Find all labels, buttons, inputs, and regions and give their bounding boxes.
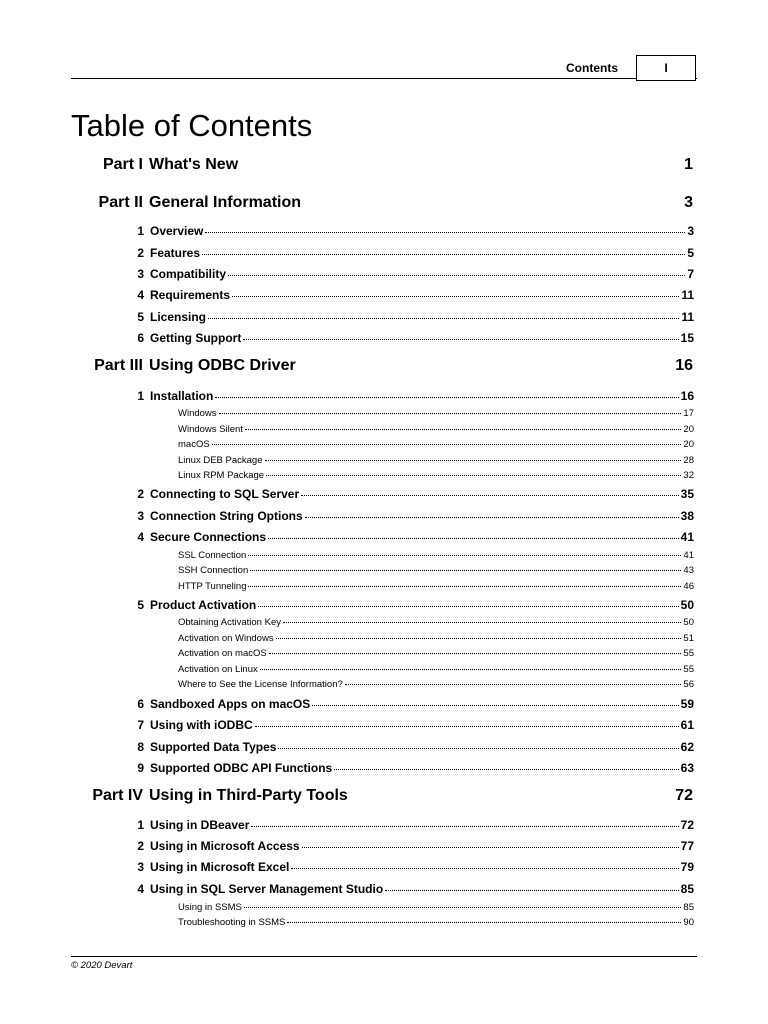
chapter-title: Connection String Options: [150, 509, 303, 523]
chapter-number: 3: [137, 860, 144, 874]
chapter-title: Features: [150, 246, 201, 260]
toc-topic-entry[interactable]: [178, 408, 694, 419]
dot-leader: [251, 826, 678, 827]
page-title: Table of Contents: [71, 108, 313, 143]
part-number: Part II: [98, 194, 143, 211]
chapter-number: 7: [137, 718, 144, 732]
header-title: Contents: [566, 61, 618, 75]
part-number: Part IV: [92, 787, 143, 804]
topic-page: 55: [683, 664, 694, 675]
toc-topic-entry[interactable]: [178, 439, 694, 450]
toc-chapter-entry[interactable]: [100, 761, 694, 775]
dot-leader: [248, 555, 681, 556]
topic-title: Linux RPM Package: [178, 470, 265, 481]
chapter-title: Sandboxed Apps on macOS: [150, 697, 311, 711]
topic-title: Where to See the License Information?: [178, 679, 343, 690]
topic-page: 43: [683, 565, 694, 576]
chapter-page: 35: [680, 487, 694, 501]
dot-leader: [278, 748, 678, 749]
toc-chapter-entry[interactable]: [100, 697, 694, 711]
chapter-number: 4: [137, 882, 144, 896]
chapter-number: 5: [137, 310, 144, 324]
chapter-title: Overview: [150, 224, 204, 238]
topic-title: Obtaining Activation Key: [178, 617, 281, 628]
chapter-page: 16: [680, 389, 694, 403]
dot-leader: [276, 638, 682, 639]
topic-title: macOS: [178, 439, 210, 450]
part-page: 16: [675, 357, 693, 374]
chapter-page: 85: [680, 882, 694, 896]
toc-topic-entry[interactable]: [178, 648, 694, 659]
chapter-title: Connecting to SQL Server: [150, 487, 300, 501]
topic-page: 90: [683, 917, 694, 928]
toc-chapter-entry[interactable]: [100, 331, 694, 345]
dot-leader: [212, 444, 682, 445]
chapter-title: Supported Data Types: [150, 740, 277, 754]
dot-leader: [266, 475, 681, 476]
toc-topic-entry[interactable]: [178, 679, 694, 690]
chapter-page: 61: [680, 718, 694, 732]
chapter-title: Getting Support: [150, 331, 242, 345]
chapter-page: 11: [681, 288, 694, 302]
dot-leader: [268, 538, 679, 539]
toc-topic-entry[interactable]: [178, 664, 694, 675]
header-page-number: I: [636, 55, 696, 81]
topic-title: Windows: [178, 408, 217, 419]
topic-page: 50: [683, 617, 694, 628]
dot-leader: [228, 275, 685, 276]
toc-topic-entry[interactable]: [178, 550, 694, 561]
chapter-number: 4: [137, 530, 144, 544]
toc-topic-entry[interactable]: [178, 581, 694, 592]
toc-chapter-entry[interactable]: [100, 224, 694, 238]
dot-leader: [205, 232, 685, 233]
chapter-title: Secure Connections: [150, 530, 267, 544]
toc-chapter-entry[interactable]: [100, 288, 694, 302]
toc-part-entry[interactable]: [60, 194, 693, 212]
topic-page: 46: [683, 581, 694, 592]
dot-leader: [287, 922, 681, 923]
topic-title: Using in SSMS: [178, 902, 242, 913]
topic-page: 28: [683, 455, 694, 466]
chapter-number: 6: [137, 697, 144, 711]
toc-part-entry[interactable]: [60, 787, 693, 805]
toc-chapter-entry[interactable]: [100, 267, 694, 281]
topic-title: HTTP Tunneling: [178, 581, 247, 592]
toc-chapter-entry[interactable]: [100, 389, 694, 403]
topic-title: Activation on Linux: [178, 664, 258, 675]
topic-page: 41: [683, 550, 694, 561]
dot-leader: [244, 907, 682, 908]
topic-page: 56: [683, 679, 694, 690]
toc-topic-entry[interactable]: [178, 565, 694, 576]
part-title: What's New: [149, 156, 239, 173]
dot-leader: [208, 318, 679, 319]
chapter-number: 6: [137, 331, 144, 345]
chapter-title: Using in Microsoft Access: [150, 839, 300, 853]
topic-page: 51: [683, 633, 694, 644]
dot-leader: [219, 413, 682, 414]
chapter-page: 77: [680, 839, 694, 853]
topic-title: Windows Silent: [178, 424, 243, 435]
chapter-number: 8: [137, 740, 144, 754]
topic-page: 20: [683, 424, 694, 435]
topic-title: Troubleshooting in SSMS: [178, 917, 286, 928]
toc-topic-entry[interactable]: [178, 470, 694, 481]
chapter-page: 41: [680, 530, 694, 544]
part-page: 3: [684, 194, 693, 211]
dot-leader: [334, 769, 678, 770]
toc-chapter-entry[interactable]: [100, 509, 694, 523]
chapter-title: Product Activation: [150, 598, 257, 612]
chapter-page: 59: [680, 697, 694, 711]
topic-title: Linux DEB Package: [178, 455, 263, 466]
chapter-number: 9: [137, 761, 144, 775]
topic-page: 85: [683, 902, 694, 913]
dot-leader: [260, 669, 682, 670]
toc-topic-entry[interactable]: [178, 617, 694, 628]
topic-page: 55: [683, 648, 694, 659]
chapter-title: Using in Microsoft Excel: [150, 860, 290, 874]
chapter-page: 7: [687, 267, 694, 281]
chapter-number: 2: [137, 246, 144, 260]
chapter-page: 38: [680, 509, 694, 523]
toc-topic-entry[interactable]: [178, 424, 694, 435]
chapter-number: 5: [137, 598, 144, 612]
toc-part-entry[interactable]: [60, 156, 693, 174]
dot-leader: [301, 495, 679, 496]
toc-chapter-entry[interactable]: [100, 718, 694, 732]
toc-chapter-entry[interactable]: [100, 839, 694, 853]
toc-chapter-entry[interactable]: [100, 487, 694, 501]
chapter-title: Installation: [150, 389, 214, 403]
part-title: Using ODBC Driver: [149, 357, 296, 374]
chapter-title: Using in DBeaver: [150, 818, 250, 832]
dot-leader: [243, 339, 678, 340]
dot-leader: [248, 586, 681, 587]
chapter-number: 2: [137, 487, 144, 501]
chapter-number: 4: [137, 288, 144, 302]
part-page: 1: [684, 156, 693, 173]
toc-chapter-entry[interactable]: [100, 818, 694, 832]
chapter-page: 3: [687, 224, 694, 238]
dot-leader: [232, 296, 679, 297]
part-page: 72: [675, 787, 693, 804]
chapter-number: 3: [137, 267, 144, 281]
chapter-number: 1: [137, 818, 144, 832]
part-number: Part III: [94, 357, 143, 374]
dot-leader: [385, 890, 678, 891]
dot-leader: [250, 570, 681, 571]
topic-title: Activation on Windows: [178, 633, 274, 644]
dot-leader: [265, 460, 682, 461]
chapter-number: 1: [137, 224, 144, 238]
chapter-page: 79: [680, 860, 694, 874]
chapter-page: 63: [680, 761, 694, 775]
dot-leader: [269, 653, 682, 654]
topic-page: 32: [683, 470, 694, 481]
chapter-title: Using in SQL Server Management Studio: [150, 882, 384, 896]
dot-leader: [258, 606, 678, 607]
toc-chapter-entry[interactable]: [100, 740, 694, 754]
toc-chapter-entry[interactable]: [100, 598, 694, 612]
chapter-page: 50: [680, 598, 694, 612]
toc-topic-entry[interactable]: [178, 917, 694, 928]
header-rule: [71, 78, 697, 79]
part-title: Using in Third-Party Tools: [149, 787, 348, 804]
dot-leader: [345, 684, 682, 685]
toc-chapter-entry[interactable]: [100, 310, 694, 324]
part-number: Part I: [102, 156, 143, 173]
dot-leader: [305, 517, 679, 518]
chapter-page: 72: [680, 818, 694, 832]
dot-leader: [312, 705, 678, 706]
toc-part-entry[interactable]: [60, 357, 693, 375]
toc-chapter-entry[interactable]: [100, 530, 694, 544]
dot-leader: [255, 726, 679, 727]
chapter-page: 11: [681, 310, 694, 324]
chapter-title: Supported ODBC API Functions: [150, 761, 333, 775]
toc-chapter-entry[interactable]: [100, 246, 694, 260]
dot-leader: [245, 429, 681, 430]
toc-topic-entry[interactable]: [178, 902, 694, 913]
chapter-page: 62: [680, 740, 694, 754]
dot-leader: [202, 254, 685, 255]
toc-topic-entry[interactable]: [178, 455, 694, 466]
topic-title: SSL Connection: [178, 550, 247, 561]
chapter-number: 1: [137, 389, 144, 403]
chapter-number: 3: [137, 509, 144, 523]
topic-page: 20: [683, 439, 694, 450]
chapter-page: 5: [687, 246, 694, 260]
dot-leader: [215, 397, 678, 398]
chapter-title: Using with iODBC: [150, 718, 253, 732]
dot-leader: [291, 868, 678, 869]
chapter-page: 15: [680, 331, 694, 345]
chapter-title: Requirements: [150, 288, 231, 302]
topic-title: Activation on macOS: [178, 648, 267, 659]
chapter-title: Licensing: [150, 310, 207, 324]
footer-rule: [71, 956, 697, 957]
part-title: General Information: [149, 194, 302, 211]
dot-leader: [283, 622, 681, 623]
topic-page: 17: [683, 408, 694, 419]
chapter-title: Compatibility: [150, 267, 227, 281]
dot-leader: [302, 847, 679, 848]
toc-chapter-entry[interactable]: [100, 882, 694, 896]
toc-topic-entry[interactable]: [178, 633, 694, 644]
chapter-number: 2: [137, 839, 144, 853]
footer-copyright: © 2020 Devart: [71, 960, 133, 971]
toc-chapter-entry[interactable]: [100, 860, 694, 874]
topic-title: SSH Connection: [178, 565, 249, 576]
